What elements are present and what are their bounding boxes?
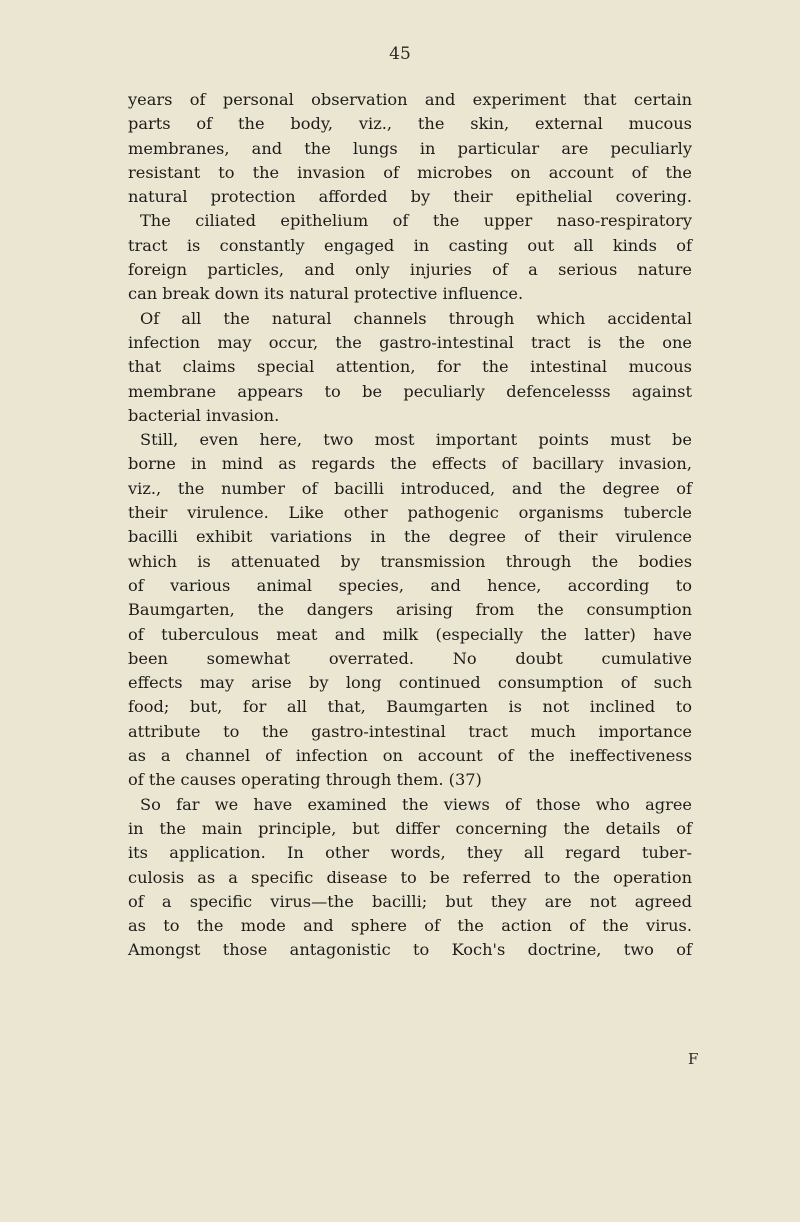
text-line: of a specific virus—the bacilli; but they are not agreed bbox=[128, 891, 692, 911]
text-line: been somewhat overrated. No doubt cumulative bbox=[128, 648, 692, 668]
text-line: Still, even here, two most important points must be bbox=[140, 430, 692, 450]
text-line: Baumgarten, the dangers arising from the consumption bbox=[128, 600, 692, 620]
text-line: its application. In other words, they all regard tuber- bbox=[128, 843, 692, 863]
text-line: natural protection afforded by their epithelial covering. bbox=[128, 187, 692, 207]
text-line: which is attenuated by transmission through the bodies bbox=[128, 551, 692, 571]
text-line: foreign particles, and only injuries of a serious nature bbox=[128, 260, 692, 280]
text-line: infection may occur, the gastro-intestinal tract is the one bbox=[128, 332, 692, 352]
text-line: of tuberculous meat and milk (especially the latter) have bbox=[128, 624, 692, 644]
text-line: So far we have examined the views of those who agree bbox=[140, 794, 692, 814]
body-text bbox=[128, 88, 692, 963]
page-number: 45 bbox=[389, 44, 411, 64]
text-line: borne in mind as regards the effects of bacillary invasion, bbox=[128, 454, 692, 474]
text-line: effects may arise by long continued consumption of such bbox=[128, 673, 692, 693]
text-line: food; but, for all that, Baumgarten is not inclined to bbox=[128, 697, 692, 717]
text-line: their virulence. Like other pathogenic organisms tubercle bbox=[128, 503, 692, 523]
text-line: can break down its natural protective influence. bbox=[128, 284, 524, 304]
text-line: membrane appears to be peculiarly defencelesss against bbox=[128, 381, 692, 401]
text-line: membranes, and the lungs in particular are peculiarly bbox=[128, 138, 692, 158]
text-line: as a channel of infection on account of the ineffectiveness bbox=[128, 746, 692, 766]
text-line: that claims special attention, for the intestinal mucous bbox=[128, 357, 692, 377]
signature-mark: F bbox=[688, 1050, 699, 1068]
text-line: attribute to the gastro-intestinal tract much importance bbox=[128, 721, 692, 741]
text-line: as to the mode and sphere of the action of the virus. bbox=[128, 916, 692, 936]
text-line: The ciliated epithelium of the upper naso-respiratory bbox=[140, 211, 692, 231]
text-line: culosis as a specific disease to be referred to the operation bbox=[128, 867, 692, 887]
text-line: in the main principle, but differ concerning the details of bbox=[128, 818, 692, 838]
text-line: years of personal observation and experiment that certain bbox=[128, 90, 692, 109]
text-line: Of all the natural channels through which accidental bbox=[140, 308, 692, 328]
text-line: parts of the body, viz., the skin, external mucous bbox=[128, 114, 692, 134]
text-line: viz., the number of bacilli introduced, and the degree of bbox=[128, 478, 692, 498]
text-line: resistant to the invasion of microbes on account of the bbox=[128, 162, 692, 182]
text-line: tract is constantly engaged in casting out all kinds of bbox=[128, 235, 692, 255]
text-line: of various animal species, and hence, according to bbox=[128, 575, 692, 595]
text-line: of the causes operating through them. (37) bbox=[128, 770, 482, 790]
text-line: bacterial invasion. bbox=[128, 405, 280, 425]
text-line: bacilli exhibit variations in the degree of their virulence bbox=[128, 527, 692, 547]
text-line: Amongst those antagonistic to Koch's doctrine, two of bbox=[128, 940, 692, 960]
